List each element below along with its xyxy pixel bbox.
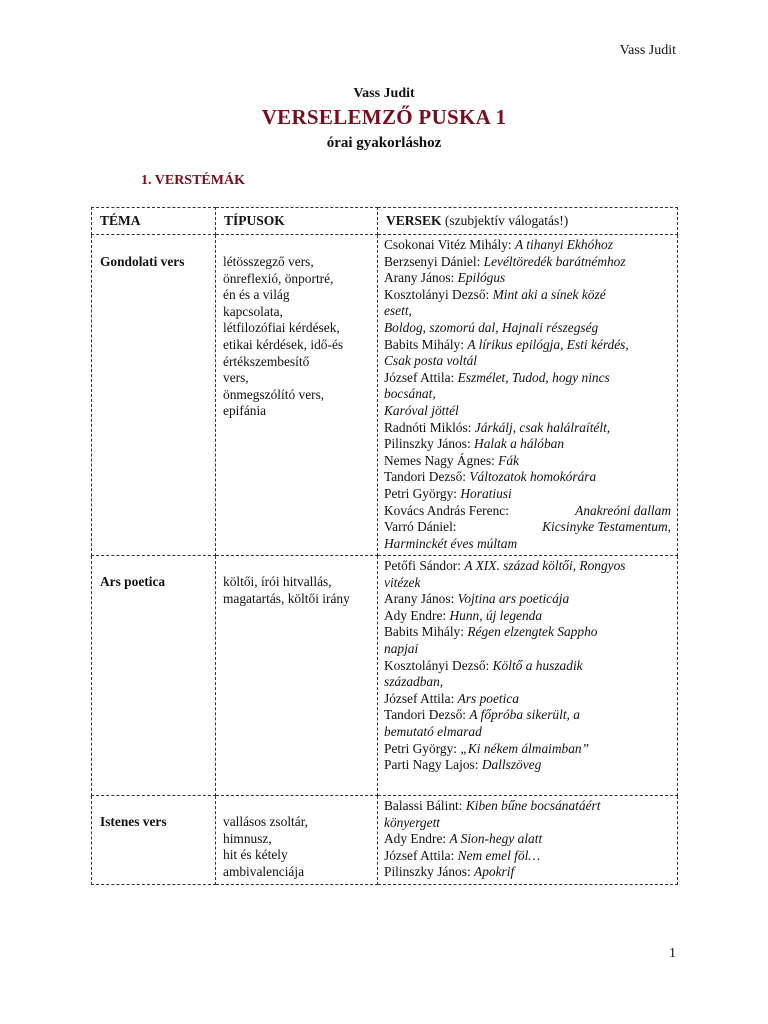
- vers-line: [384, 641, 671, 658]
- vers-line: [384, 658, 671, 675]
- poem-title: Eszmélet, Tudod, hogy nincs: [457, 369, 610, 385]
- versek-cell: [378, 556, 678, 796]
- poet-name: Petri György:: [384, 740, 461, 756]
- tipus-line: értékszembesítő: [223, 353, 310, 369]
- tipus-line: létösszegző vers,: [223, 254, 314, 269]
- poet-name: Ady Endre:: [384, 607, 450, 623]
- poem-title: Mint aki a sínek közé: [492, 286, 606, 302]
- vers-line: [384, 320, 671, 337]
- tema-label: Gondolati vers: [100, 254, 185, 269]
- poem-title: bocsánat,: [384, 386, 436, 402]
- table-row: [92, 556, 678, 796]
- tipus-line: himnusz,: [223, 830, 272, 846]
- vers-line: [384, 591, 671, 608]
- vers-line: [384, 536, 671, 553]
- poet-name: Pilinszky János:: [384, 864, 475, 880]
- poem-title: Hunn, új legenda: [449, 607, 543, 623]
- table-row: [92, 796, 678, 885]
- vers-line: [384, 453, 671, 470]
- versek-list: [384, 556, 671, 774]
- poet-name: Ady Endre:: [384, 831, 450, 847]
- vers-line: [384, 741, 671, 758]
- vers-line: [384, 337, 671, 354]
- vers-line: [384, 691, 671, 708]
- tema-label: Ars poetica: [100, 574, 166, 589]
- vers-line: [384, 519, 671, 536]
- vers-line: [384, 436, 671, 453]
- document-author: Vass Judit: [353, 86, 415, 101]
- tipus-line: ambivalenciája: [223, 863, 305, 879]
- versek-cell: [378, 796, 678, 885]
- tipusok-cell: [216, 556, 378, 796]
- header-versek-label: VERSEK: [386, 212, 442, 228]
- vers-line: [384, 370, 671, 387]
- poet-name: Kovács András Ferenc:: [384, 502, 509, 518]
- vers-line: [384, 287, 671, 304]
- poet-name: Berzsenyi Dániel:: [384, 253, 484, 269]
- vers-line: [384, 403, 671, 420]
- header-versek: [378, 208, 678, 235]
- vers-line: [384, 503, 671, 520]
- poem-title: esett,: [384, 303, 412, 319]
- poem-title: Kicsinyke Testamentum,: [542, 519, 671, 535]
- tipus-line: hit és kétely: [223, 847, 288, 863]
- tema-cell: [92, 796, 216, 885]
- poet-name: Parti Nagy Lajos:: [384, 757, 482, 773]
- poem-title: A lírikus epilógja, Esti kérdés,: [467, 336, 629, 352]
- vers-line: [384, 815, 671, 832]
- versek-cell: [378, 235, 678, 556]
- section-heading: 1. VERSTÉMÁK: [141, 173, 245, 188]
- vers-line: [384, 608, 671, 625]
- header-tema: TÉMA: [92, 208, 216, 235]
- poet-name: Pilinszky János:: [384, 436, 475, 452]
- vers-line: [384, 848, 671, 865]
- poet-name: Csokonai Vitéz Mihály:: [384, 237, 515, 252]
- document-title: VERSELEMZŐ PUSKA 1: [261, 105, 507, 129]
- vers-line: [384, 469, 671, 486]
- poem-title: könyergett: [384, 814, 441, 830]
- poet-name: Tandori Dezső:: [384, 707, 470, 723]
- poem-title: Apokrif: [474, 864, 515, 880]
- vers-line: [384, 831, 671, 848]
- vers-line: [384, 237, 671, 254]
- tipus-line: én és a világ: [223, 287, 290, 303]
- tipus-line: önreflexió, önportré,: [223, 270, 334, 286]
- vers-line: [384, 353, 671, 370]
- poem-title: Nem emel föl…: [457, 847, 541, 863]
- poem-title: bemutató elmarad: [384, 723, 482, 739]
- table-header-row: [92, 208, 678, 235]
- poem-title: vitézek: [384, 574, 421, 590]
- tipusok-list: [223, 556, 377, 607]
- poem-title: Halak a hálóban: [474, 436, 565, 452]
- tipusok-cell: [216, 796, 378, 885]
- tema-cell: [92, 556, 216, 796]
- poem-title: Boldog, szomorú dal, Hajnali részegség: [384, 319, 599, 335]
- poem-title: Fák: [498, 452, 519, 468]
- tipusok-cell: [216, 235, 378, 556]
- table-row: [92, 235, 678, 556]
- tipus-line: vers,: [223, 370, 249, 386]
- poet-name: József Attila:: [384, 369, 458, 385]
- versek-list: [384, 235, 671, 552]
- poet-name: Kosztolányi Dezső:: [384, 657, 493, 673]
- header-versek-note: (szubjektív válogatás!): [444, 212, 569, 228]
- poem-title: Változatok homokórára: [469, 469, 597, 485]
- tipus-line: önmegszólító vers,: [223, 386, 325, 402]
- vers-line: [384, 674, 671, 691]
- vers-line: [384, 420, 671, 437]
- tipusok-list: [223, 235, 377, 420]
- poem-title: Epilógus: [457, 270, 506, 286]
- header-tipusok: TÍPUSOK: [216, 208, 378, 235]
- vers-line: [384, 798, 671, 815]
- tipus-line: kapcsolata,: [223, 303, 283, 319]
- tipus-line: epifánia: [223, 403, 267, 419]
- poet-name: Varró Dániel:: [384, 519, 457, 535]
- poem-title: században,: [384, 674, 444, 690]
- poet-name: Babits Mihály:: [384, 624, 468, 640]
- poem-title: Ars poetica: [457, 690, 520, 706]
- poet-name: Arany János:: [384, 270, 458, 286]
- poem-title: Régen elzengtek Sappho: [467, 624, 598, 640]
- poem-title: A főpróba sikerült, a: [469, 707, 580, 723]
- tema-label: Istenes vers: [100, 814, 167, 829]
- poem-title: Horatiusi: [460, 485, 512, 501]
- poet-name: Kosztolányi Dezső:: [384, 286, 493, 302]
- tema-cell: [92, 235, 216, 556]
- poem-title: Harminckét éves múltam: [384, 535, 518, 551]
- poem-title: Vojtina ars poeticája: [457, 591, 570, 607]
- vers-line: [384, 254, 671, 271]
- poem-title: A XIX. század költői, Rongyos: [464, 558, 626, 573]
- tipusok-list: [223, 796, 377, 880]
- poet-name: Tandori Dezső:: [384, 469, 470, 485]
- vers-line: [384, 558, 671, 575]
- vers-line: [384, 386, 671, 403]
- vers-line: [384, 724, 671, 741]
- poet-name: Arany János:: [384, 591, 458, 607]
- versek-list: [384, 796, 671, 881]
- poem-title: Járkálj, csak halálraítélt,: [474, 419, 611, 435]
- poet-name: Petri György:: [384, 485, 461, 501]
- poet-name: József Attila:: [384, 847, 458, 863]
- tipus-line: magatartás, költői irány: [223, 590, 350, 606]
- vers-line: [384, 303, 671, 320]
- poem-title: Karóval jöttél: [384, 402, 459, 418]
- vers-line: [384, 486, 671, 503]
- poet-name: Radnóti Miklós:: [384, 419, 475, 435]
- poem-title: Dallszöveg: [481, 757, 542, 773]
- verse-themes-table: [91, 207, 678, 885]
- vers-line: [384, 575, 671, 592]
- poet-name: Babits Mihály:: [384, 336, 468, 352]
- poem-title: A tihanyi Ekhóhoz: [514, 237, 613, 252]
- running-header-author: Vass Judit: [619, 43, 676, 58]
- page-number: 1: [669, 946, 676, 961]
- tipus-line: költői, írói hitvallás,: [223, 574, 332, 589]
- document-subtitle: órai gyakorláshoz: [326, 135, 442, 151]
- poem-title: napjai: [384, 640, 419, 656]
- poem-title: Csak posta voltál: [384, 353, 477, 369]
- poem-title: „Ki nékem álmaimban”: [460, 740, 590, 756]
- poet-name: József Attila:: [384, 690, 458, 706]
- table-body: [92, 235, 678, 885]
- poem-title: Kiben bűne bocsánatáért: [465, 798, 601, 813]
- poem-title: A Sion-hegy alatt: [449, 831, 543, 847]
- poet-name: Petőfi Sándor:: [384, 558, 465, 573]
- tipus-line: létfilozófiai kérdések,: [223, 320, 340, 336]
- vers-line: [384, 270, 671, 287]
- vers-line: [384, 864, 671, 881]
- poet-name: Nemes Nagy Ágnes:: [384, 452, 499, 468]
- tipus-line: vallásos zsoltár,: [223, 814, 308, 829]
- poet-name: Balassi Bálint:: [384, 798, 466, 813]
- vers-line: [384, 707, 671, 724]
- tipus-line: etikai kérdések, idő-és: [223, 336, 344, 352]
- poem-title: Anakreóni dallam: [575, 502, 671, 518]
- poem-title: Levéltöredék barátnémhoz: [483, 253, 626, 269]
- poem-title: Költő a huszadik: [492, 657, 583, 673]
- vers-line: [384, 624, 671, 641]
- vers-line: [384, 757, 671, 774]
